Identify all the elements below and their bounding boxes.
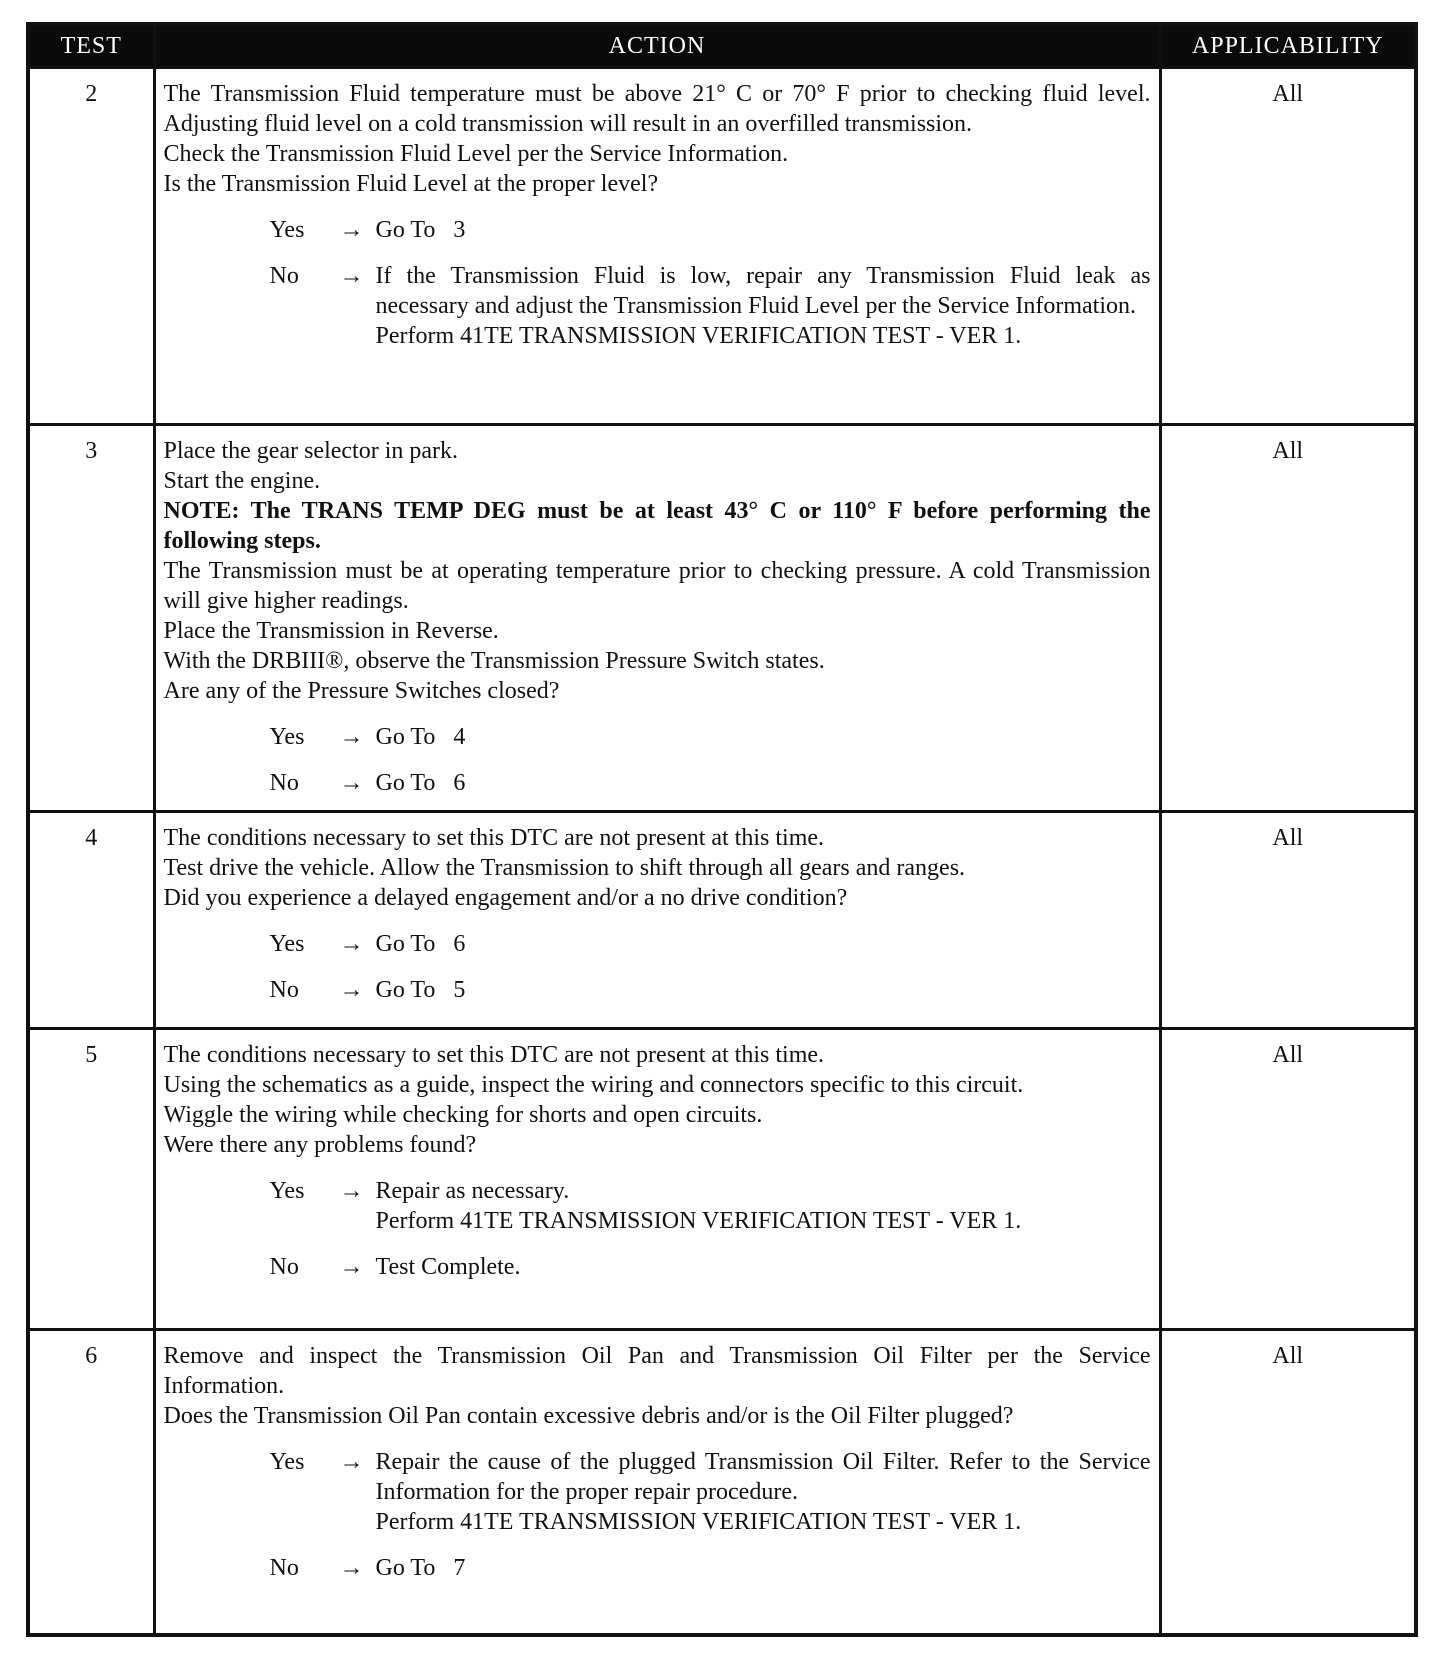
diagnostic-page <box>26 22 1414 1637</box>
arrow-right-icon: → <box>339 1254 364 1280</box>
action-line: Test drive the vehicle. Allow the Transmission to shift through all gears and ranges. <box>163 855 966 881</box>
yes-label: Yes <box>269 1178 305 1204</box>
action-line: The conditions necessary to set this DTC are not present at this time. <box>163 1042 825 1068</box>
goto-label: Go To <box>375 770 436 796</box>
action-line: The Transmission Fluid temperature must be above 21° C or 70° F prior to checking fluid level. Adjusting fluid level on a cold transmission will result in an overfilled transmission. <box>163 81 1151 137</box>
header-test: TEST <box>28 24 154 68</box>
no-label: No <box>269 977 299 1003</box>
table-row <box>28 1330 1416 1636</box>
action-line: The Transmission must be at operating temperature prior to checking pressure. A cold Transmission will give higher readings. <box>163 558 1151 614</box>
arrow-right-icon: → <box>339 977 364 1003</box>
outcome-text: If the Transmission Fluid is low, repair any Transmission Fluid leak as necessary and adjust the Transmission Fluid Level per the Service Information. <box>375 263 1151 319</box>
no-outcome <box>164 1252 1151 1282</box>
action-line: Is the Transmission Fluid Level at the proper level? <box>163 171 659 197</box>
no-outcome <box>164 768 1151 798</box>
yes-label: Yes <box>269 724 305 750</box>
action-line: Does the Transmission Oil Pan contain excessive debris and/or is the Oil Filter plugged? <box>163 1403 1014 1429</box>
outcome-text: Repair as necessary. <box>375 1178 570 1204</box>
action-line: Were there any problems found? <box>163 1132 477 1158</box>
action-line: Wiggle the wiring while checking for shorts and open circuits. <box>163 1102 763 1128</box>
applicability-value: All <box>1160 1029 1416 1330</box>
applicability-value: All <box>1160 1330 1416 1636</box>
yes-outcome <box>164 929 1151 959</box>
action-line: Are any of the Pressure Switches closed? <box>163 678 560 704</box>
action-cell <box>154 425 1160 812</box>
goto-number: 4 <box>453 724 466 750</box>
header-applicability: APPLICABILITY <box>1160 24 1416 68</box>
arrow-right-icon: → <box>339 1555 364 1581</box>
goto-number: 5 <box>453 977 466 1003</box>
diagnostic-table <box>26 22 1418 1637</box>
no-outcome <box>164 1553 1151 1583</box>
action-line: Place the Transmission in Reverse. <box>163 618 499 644</box>
no-label: No <box>269 263 299 289</box>
outcome-text: Test Complete. <box>375 1254 521 1280</box>
header-action: ACTION <box>154 24 1160 68</box>
arrow-right-icon: → <box>339 263 364 289</box>
test-number: 2 <box>28 68 154 425</box>
action-line: Start the engine. <box>163 468 321 494</box>
action-line: The conditions necessary to set this DTC are not present at this time. <box>163 825 825 851</box>
table-header <box>28 24 1416 68</box>
no-label: No <box>269 1254 299 1280</box>
arrow-right-icon: → <box>339 931 364 957</box>
goto-label: Go To <box>375 217 436 243</box>
test-number: 3 <box>28 425 154 812</box>
action-cell <box>154 1029 1160 1330</box>
action-line: With the DRBIII®, observe the Transmission Pressure Switch states. <box>163 648 825 674</box>
goto-number: 6 <box>453 770 466 796</box>
yes-label: Yes <box>269 1449 305 1475</box>
no-outcome <box>164 261 1151 351</box>
applicability-value: All <box>1160 812 1416 1029</box>
arrow-right-icon: → <box>339 770 364 796</box>
yes-outcome <box>164 215 1151 245</box>
test-number: 6 <box>28 1330 154 1636</box>
table-row <box>28 1029 1416 1330</box>
goto-number: 3 <box>453 217 466 243</box>
outcome-perform: Perform 41TE TRANSMISSION VERIFICATION TEST - VER 1. <box>375 323 1022 349</box>
arrow-right-icon: → <box>339 1178 364 1204</box>
action-line: Check the Transmission Fluid Level per the Service Information. <box>163 141 789 167</box>
action-cell <box>154 1330 1160 1636</box>
no-label: No <box>269 1555 299 1581</box>
yes-outcome <box>164 1447 1151 1537</box>
yes-outcome <box>164 722 1151 752</box>
yes-label: Yes <box>269 217 305 243</box>
action-line: Did you experience a delayed engagement and/or a no drive condition? <box>163 885 848 911</box>
yes-outcome <box>164 1176 1151 1236</box>
no-label: No <box>269 770 299 796</box>
outcome-text: Repair the cause of the plugged Transmission Oil Filter. Refer to the Service Information for the proper repair procedure. <box>375 1449 1151 1505</box>
no-outcome <box>164 975 1151 1005</box>
table-row <box>28 425 1416 812</box>
test-number: 5 <box>28 1029 154 1330</box>
note-text: NOTE: The TRANS TEMP DEG must be at least 43° C or 110° F before performing the following steps. <box>163 498 1151 554</box>
outcome-perform: Perform 41TE TRANSMISSION VERIFICATION TEST - VER 1. <box>375 1208 1022 1234</box>
goto-label: Go To <box>375 724 436 750</box>
arrow-right-icon: → <box>339 1449 364 1475</box>
table-row <box>28 68 1416 425</box>
arrow-right-icon: → <box>339 217 364 243</box>
goto-number: 6 <box>453 931 466 957</box>
action-line: Place the gear selector in park. <box>163 438 459 464</box>
table-row <box>28 812 1416 1029</box>
yes-label: Yes <box>269 931 305 957</box>
action-line: Remove and inspect the Transmission Oil Pan and Transmission Oil Filter per the Service Information. <box>163 1343 1151 1399</box>
action-cell <box>154 68 1160 425</box>
goto-number: 7 <box>453 1555 466 1581</box>
action-cell <box>154 812 1160 1029</box>
goto-label: Go To <box>375 931 436 957</box>
action-line: Using the schematics as a guide, inspect the wiring and connectors specific to this circuit. <box>163 1072 1024 1098</box>
test-number: 4 <box>28 812 154 1029</box>
applicability-value: All <box>1160 425 1416 812</box>
goto-label: Go To <box>375 977 436 1003</box>
goto-label: Go To <box>375 1555 436 1581</box>
applicability-value: All <box>1160 68 1416 425</box>
arrow-right-icon: → <box>339 724 364 750</box>
outcome-perform: Perform 41TE TRANSMISSION VERIFICATION TEST - VER 1. <box>375 1509 1022 1535</box>
